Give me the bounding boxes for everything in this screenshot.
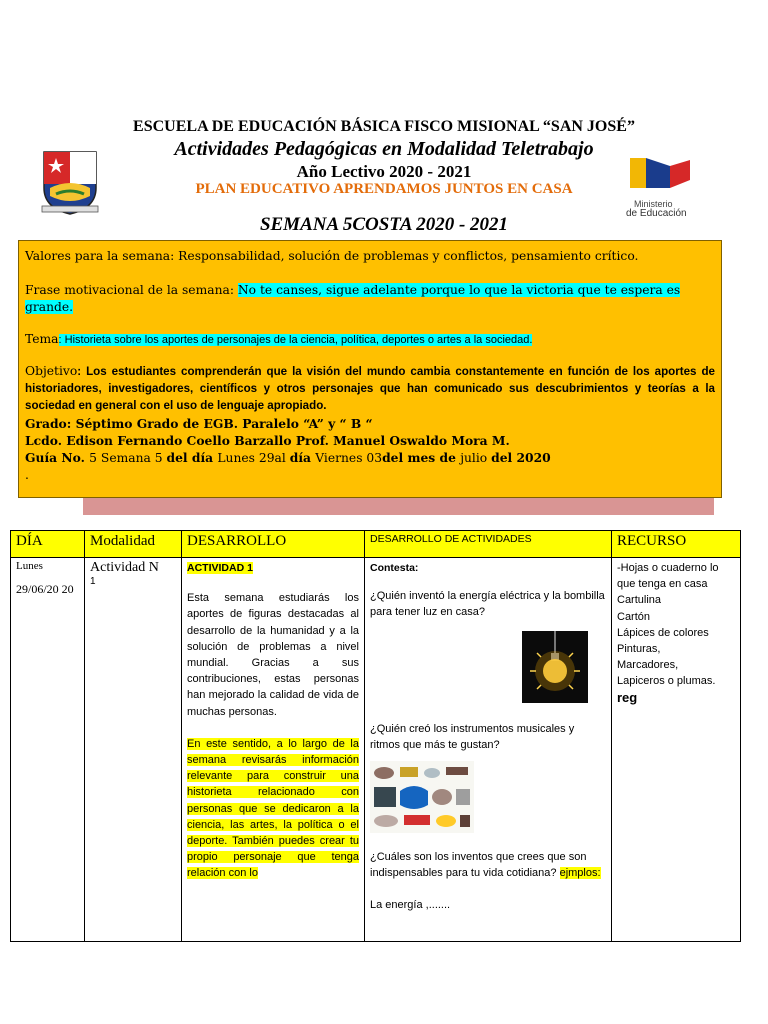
activity-table — [10, 530, 741, 942]
mode-number: 1 — [90, 576, 96, 587]
guide-day-label: del día — [166, 450, 218, 465]
phrase-block — [25, 282, 715, 316]
header-resource: RECURSO — [612, 531, 741, 558]
phrase-separator: : — [229, 283, 238, 297]
topic-text: : Historieta sobre los aportes de personajes de la ciencia, política, deportes o artes a la sociedad. — [58, 334, 533, 346]
resource-item: -Hojas o cuaderno lo que tenga en casa — [617, 562, 719, 591]
question-2: ¿Quién creó los instrumentos musicales y ritmos que más te gustan? — [370, 722, 575, 751]
examples-highlight: ejmplos: — [559, 867, 601, 880]
grade-line: Grado: Séptimo Grado de EGB. Paralelo “A” y “ B “ — [25, 416, 373, 431]
day-name: Lunes — [16, 560, 43, 572]
teachers-line: Lcdo. Edison Fernando Coello Barzallo Prof. Manuel Oswaldo Mora M. — [25, 433, 510, 448]
guide-month-label: del mes de — [382, 450, 461, 465]
resources-cell — [612, 558, 741, 942]
guide-line — [25, 449, 715, 467]
motivational-phrase: No te canses, sigue adelante porque lo que la victoria que te espera es grande. — [25, 283, 681, 314]
objective-text: : Los estudiantes comprenderán que la visión del mundo cambia constantemente en función de los aportes de historiadores, investigadores, científicos y otros personajes que han comunicado sus descubrimientos y teorías a la sociedad en general con el uso de lenguaje apropiado. — [25, 365, 715, 412]
weekly-info-box — [18, 240, 722, 498]
development-paragraph-1: Esta semana estudiarás los aportes de figuras destacadas al desarrollo de la humanidad y a la solución de problemas a nivel mundial. Gracias a sus contribuciones, estas personas han mejorado la calidad de vida de muchas personas. — [187, 592, 359, 718]
table-header-row — [11, 531, 741, 558]
values-block — [25, 248, 715, 265]
guide-start-day: Lunes 29al — [217, 451, 290, 465]
phrase-label: Frase motivacional de la semana — [25, 283, 230, 297]
values-label: Valores para la semana — [25, 249, 171, 263]
activity-title: ACTIVIDAD 1 — [187, 562, 253, 574]
topic-label: Tema — [25, 332, 59, 346]
guide-year: del 2020 — [491, 450, 551, 465]
school-year: Año Lectivo 2020 - 2021 — [296, 162, 472, 181]
topic-block — [25, 331, 715, 349]
objective-block — [25, 363, 715, 414]
table-row — [11, 558, 741, 942]
mode-activity: Actividad N — [90, 560, 159, 575]
contest-label: Contesta: — [370, 562, 419, 574]
ministry-name-line2: de Educación — [626, 208, 687, 219]
header-mode: Modalidad — [85, 531, 182, 558]
week-title: SEMANA 5COSTA 2020 - 2021 — [259, 214, 509, 235]
resource-item: Cartulina — [617, 594, 662, 607]
decorative-bar — [83, 498, 714, 515]
development-cell — [182, 558, 365, 942]
mode-cell — [85, 558, 182, 942]
resource-item: Lapiceros o plumas. — [617, 675, 716, 688]
ministry-name-line1: Ministerio — [634, 199, 673, 209]
school-name: ESCUELA DE EDUCACIÓN BÁSICA FISCO MISIONAL “SAN JOSÉ” — [133, 118, 635, 135]
question-1: ¿Quién inventó la energía eléctrica y la bombilla para tener luz en casa? — [370, 590, 605, 619]
answer-example: La energía ,....... — [370, 899, 451, 912]
resource-reg: reg — [617, 689, 638, 705]
values-text: : Responsabilidad, solución de problemas y conflictos, pensamiento crítico. — [170, 249, 639, 263]
ministry-logo — [626, 156, 696, 220]
guide-month: julio — [460, 451, 492, 465]
header-day: DÍA — [11, 531, 85, 558]
development-paragraph-2: En este sentido, a lo largo de la semana revisarás información relevante para construir una historieta relacionado con personas que se dedicaron a la ciencia, las artes, la política o el deporte. También puedes crear tu propio personaje que tenga relación con lo — [187, 737, 359, 880]
guide-label: Guía No. — [25, 450, 90, 465]
guide-day-label-2: día — [289, 450, 316, 465]
light-bulb-image — [522, 631, 588, 703]
school-crest-logo — [38, 148, 102, 216]
ministry-flag-icon — [626, 156, 696, 194]
header-development: DESARROLLO — [182, 531, 365, 558]
document-subtitle: Actividades Pedagógicas en Modalidad Teletrabajo — [174, 138, 594, 160]
resource-item: Cartón — [617, 610, 651, 623]
musical-instruments-image — [370, 761, 474, 833]
plan-title: PLAN EDUCATIVO APRENDAMOS JUNTOS EN CASA — [195, 181, 573, 197]
resource-item: Pinturas, — [617, 643, 661, 656]
objective-label: Objetivo — [25, 364, 78, 378]
guide-week: 5 Semana 5 — [89, 451, 167, 465]
guide-end-day: Viernes 03 — [315, 451, 383, 465]
day-cell — [11, 558, 85, 942]
resource-item: Lápices de colores — [617, 626, 709, 639]
header-activities: DESARROLLO DE ACTIVIDADES — [365, 531, 612, 558]
dot-line: . — [25, 468, 29, 482]
activities-cell — [365, 558, 612, 942]
question-3: ¿Cuáles son los inventos que crees que son indispensables para tu vida cotidiana? ejmplos: — [370, 851, 601, 880]
day-date: 29/06/20 20 — [16, 582, 74, 596]
resource-item: Marcadores, — [617, 659, 679, 672]
